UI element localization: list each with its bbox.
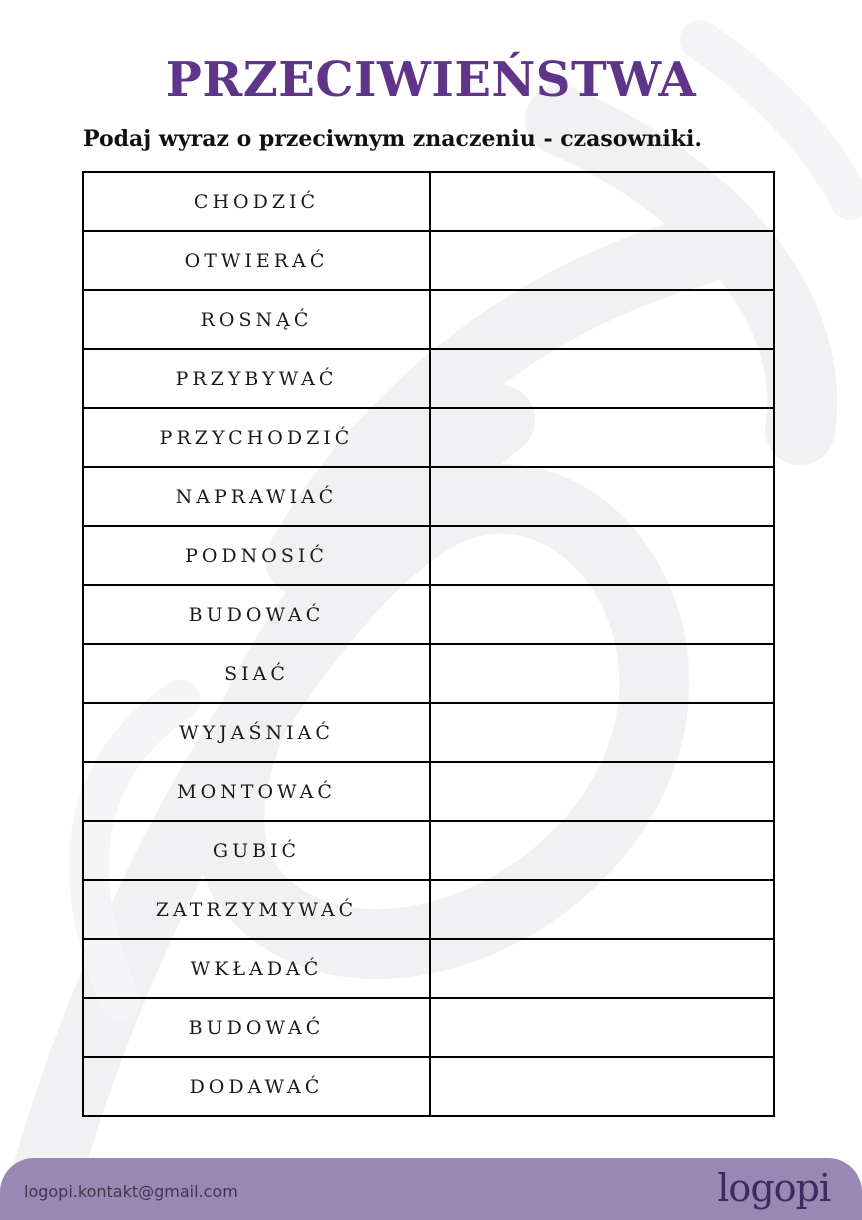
- verb-cell: ZATRZYMYWAĆ: [83, 880, 430, 939]
- logopi-logo: logopi: [717, 1166, 830, 1210]
- table-row: [83, 998, 774, 1057]
- verb-cell: MONTOWAĆ: [83, 762, 430, 821]
- verb-cell: ROSNĄĆ: [83, 290, 430, 349]
- instruction-text: Podaj wyraz o przeciwnym znaczeniu - czasowniki.: [83, 126, 702, 152]
- verb-cell: WYJAŚNIAĆ: [83, 703, 430, 762]
- answer-cell[interactable]: [430, 526, 774, 585]
- verb-cell: SIAĆ: [83, 644, 430, 703]
- verb-cell: BUDOWAĆ: [83, 998, 430, 1057]
- table-row: [83, 939, 774, 998]
- verb-cell: WKŁADAĆ: [83, 939, 430, 998]
- page-title: PRZECIWIEŃSTWA: [165, 52, 697, 108]
- footer-bar: [0, 1158, 862, 1220]
- contact-email[interactable]: logopi.kontakt@gmail.com: [24, 1182, 238, 1201]
- answer-cell[interactable]: [430, 172, 774, 231]
- answer-cell[interactable]: [430, 703, 774, 762]
- answer-cell[interactable]: [430, 349, 774, 408]
- answer-cell[interactable]: [430, 467, 774, 526]
- verb-cell: PRZYBYWAĆ: [83, 349, 430, 408]
- table-row: [83, 703, 774, 762]
- antonyms-table: [82, 171, 775, 1117]
- answer-cell[interactable]: [430, 231, 774, 290]
- verb-cell: GUBIĆ: [83, 821, 430, 880]
- verb-cell: CHODZIĆ: [83, 172, 430, 231]
- answer-cell[interactable]: [430, 290, 774, 349]
- answer-cell[interactable]: [430, 939, 774, 998]
- answer-cell[interactable]: [430, 998, 774, 1057]
- table-row: [83, 585, 774, 644]
- table-row: [83, 644, 774, 703]
- answer-cell[interactable]: [430, 1057, 774, 1116]
- answer-cell[interactable]: [430, 644, 774, 703]
- verb-cell: BUDOWAĆ: [83, 585, 430, 644]
- table-row: [83, 880, 774, 939]
- table-row: [83, 526, 774, 585]
- verb-cell: PODNOSIĆ: [83, 526, 430, 585]
- table-row: [83, 231, 774, 290]
- table-row: [83, 762, 774, 821]
- verb-cell: NAPRAWIAĆ: [83, 467, 430, 526]
- verb-cell: DODAWAĆ: [83, 1057, 430, 1116]
- verb-cell: OTWIERAĆ: [83, 231, 430, 290]
- answer-cell[interactable]: [430, 585, 774, 644]
- table-row: [83, 408, 774, 467]
- table-row: [83, 290, 774, 349]
- table-row: [83, 1057, 774, 1116]
- table-row: [83, 172, 774, 231]
- answer-cell[interactable]: [430, 880, 774, 939]
- table-row: [83, 349, 774, 408]
- answer-cell[interactable]: [430, 762, 774, 821]
- answer-cell[interactable]: [430, 408, 774, 467]
- table-row: [83, 821, 774, 880]
- verb-cell: PRZYCHODZIĆ: [83, 408, 430, 467]
- answer-cell[interactable]: [430, 821, 774, 880]
- table-row: [83, 467, 774, 526]
